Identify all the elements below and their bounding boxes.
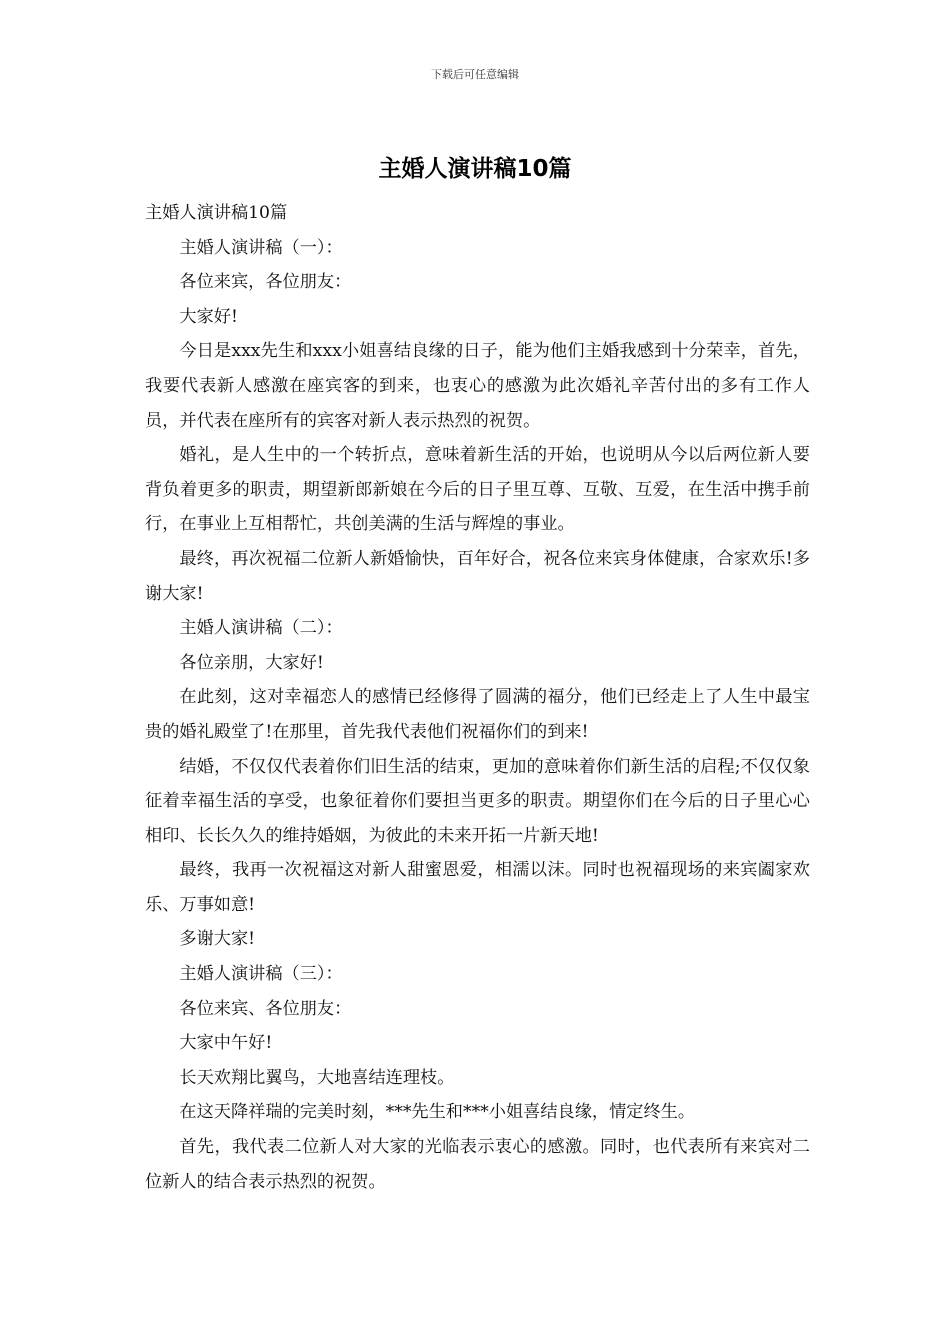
- paragraph: 在这天降祥瑞的完美时刻，***先生和***小姐喜结良缘，情定终生。: [179, 1102, 696, 1123]
- paragraph: 婚礼，是人生中的一个转折点，意味着新生活的开始，也说明从今以后两位新人要背负着更多的职责，期望新郎新娘在今后的日子里互尊、互敬、互爱，在生活中携手前行，在事业上互相帮忙，共创美满的生活与辉煌的事业。: [145, 445, 810, 535]
- paragraph: 主婚人演讲稿（三）：: [179, 964, 343, 985]
- paragraph: 各位来宾、各位朋友：: [179, 998, 352, 1019]
- paragraph: 大家好!: [179, 306, 238, 327]
- document-body: [145, 196, 810, 1199]
- paragraph: 长天欢翔比翼鸟，大地喜结连理枝。: [179, 1067, 455, 1088]
- paragraph: 今日是xxx先生和xxx小姐喜结良缘的日子，能为他们主婚我感到十分荣幸，首先，我要代表新人感激在座宾客的到来，也衷心的感激为此次婚礼辛苦付出的多有工作人员，并代表在座所有的宾客对新人表示热烈的祝贺。: [145, 341, 810, 431]
- paragraph: 大家中午好!: [179, 1033, 273, 1054]
- paragraph: 主婚人演讲稿（一）：: [179, 237, 343, 258]
- document-title: 主婚人演讲稿10篇: [378, 156, 572, 182]
- paragraph: 最终，再次祝福二位新人新婚愉快，百年好合，祝各位来宾身体健康，合家欢乐!多谢大家!: [145, 548, 810, 604]
- paragraph: 主婚人演讲稿10篇: [145, 203, 288, 223]
- paragraph: 结婚，不仅仅代表着你们旧生活的结束，更加的意味着你们新生活的启程;不仅仅象征着幸福生活的享受，也象征着你们要担当更多的职责。期望你们在今后的日子里心心相印、长长久久的维持婚姻，为彼此的未来开拓一片新天地!: [145, 756, 810, 846]
- paragraph: 各位亲朋，大家好!: [179, 652, 324, 673]
- paragraph: 主婚人演讲稿（二）：: [179, 618, 343, 639]
- header-note: 下载后可任意编辑: [431, 68, 519, 81]
- paragraph: 多谢大家!: [179, 929, 256, 950]
- paragraph: 在此刻，这对幸福恋人的感情已经修得了圆满的福分，他们已经走上了人生中最宝贵的婚礼殿堂了!在那里，首先我代表他们祝福你们的到来!: [145, 687, 810, 742]
- paragraph: 各位来宾，各位朋友：: [179, 272, 352, 293]
- paragraph: 首先，我代表二位新人对大家的光临表示衷心的感激。同时，也代表所有来宾对二位新人的结合表示热烈的祝贺。: [145, 1137, 810, 1192]
- paragraph: 最终，我再一次祝福这对新人甜蜜恩爱，相濡以沫。同时也祝福现场的来宾阖家欢乐、万事如意!: [145, 860, 810, 915]
